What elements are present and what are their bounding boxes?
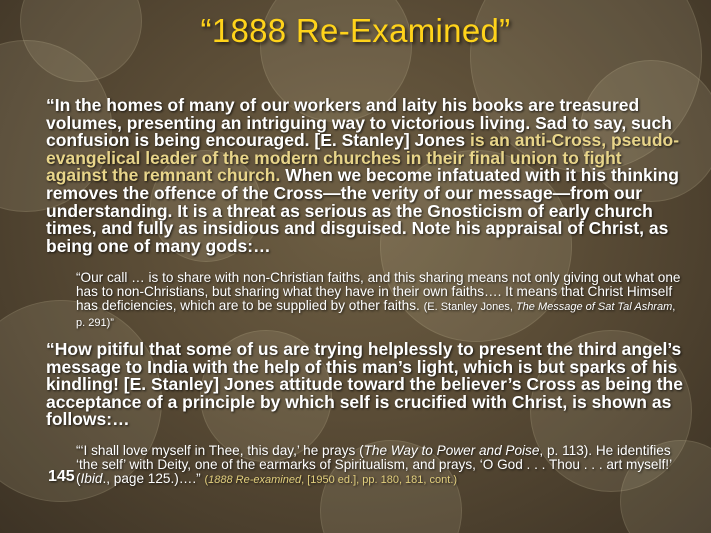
quote-2-ibid: Ibid [80,470,103,486]
quote-2-title: The Way to Power and Poise [363,443,540,458]
paragraph-1 [46,97,686,255]
quote-1-citation-start: (E. Stanley Jones, [423,300,516,313]
quote-2 [76,444,682,488]
quote-2-part-a: “‘I shall love myself in Thee, this day,’ he prays ( [76,443,364,458]
quote-1-text: “Our call … is to share with non-Christian faiths, and this sharing means not only giving out what one has to non-Christians, but sharing what they have in their own faiths…. It means that Christ Himself has deficiencies, which are to be supplied by other faiths. [76,270,681,313]
quote-2-citation-start: ( [204,473,209,486]
paragraph-1-highlight: is an anti-Cross, pseudo-evangelical leader of the modern churches in their final union to fight against the remnant church. [46,130,680,186]
quote-2-part-c: ., page 125.)….” [102,470,205,486]
quote-2-citation-title: 1888 Re-examined [208,473,302,486]
paragraph-1-part-c: When we become infatuated with it his thinking removes the offence of the Cross—the verity of our message—from our understanding. It is a threat as serious as the Gnosticism of early church times, and fully as insidious and disguised. Note his appraisal of Christ, as being one of many gods:… [46,165,679,256]
paragraph-2: “How pitiful that some of us are trying helplessly to present the third angel’s message to India with the help of this man’s light, which is but sparks of his kindling! [E. Stanley] Jones attitude toward the believer’s Cross as being the acceptance of a principle by which self is crucified with Christ, is shown as follows:… [46,339,683,430]
quote-1-citation-title: The Message of Sat Tal Ashram [515,300,673,313]
quote-2-citation-end: , [1950 ed.], pp. 180, 181, cont.) [301,473,458,486]
quote-2-part-b: , p. 113). He identifies ‘the self’ with Deity, one of the earmarks of Spiritualism, and prays, ‘O God . . . Thou . . . art myself!’ ( [76,443,672,486]
quote-1-citation-end: , p. 291)” [76,300,676,329]
slide-number: 145 [48,468,75,485]
slide-title: “1888 Re-Examined” [200,12,511,49]
quote-1 [76,271,682,331]
paragraph-1-part-a: “In the homes of many of our workers and laity his books are treasured volumes, presenting an intriguing way to victorious living. Sad to say, such confusion is being encouraged. [E. Stanley] Jones [46,95,672,151]
